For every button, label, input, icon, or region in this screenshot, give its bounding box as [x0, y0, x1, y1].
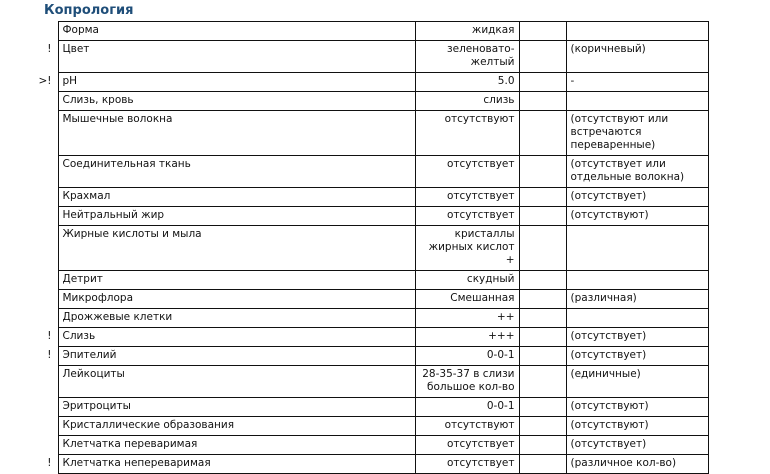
abnormal-flag [0, 417, 58, 436]
result-value: Смешанная [415, 290, 519, 309]
table-row [0, 455, 770, 474]
abnormal-flag: >! [38, 74, 52, 87]
unit-cell [519, 347, 566, 366]
unit-cell [519, 271, 566, 290]
result-value: зеленовато-желтый [415, 41, 519, 73]
reference-range: (отсутствует) [566, 328, 708, 347]
coprology-results-table [0, 21, 770, 474]
unit-cell [519, 188, 566, 207]
unit-cell [519, 156, 566, 188]
abnormal-flag: ! [47, 42, 52, 55]
unit-cell [519, 226, 566, 271]
reference-range: - [566, 73, 708, 92]
parameter-name: Кристаллические образования [58, 417, 415, 436]
reference-range: (отсутствует) [566, 347, 708, 366]
result-value: слизь [415, 92, 519, 111]
reference-range [566, 271, 708, 290]
unit-cell [519, 41, 566, 73]
reference-range: (различная) [566, 290, 708, 309]
table-row [0, 290, 770, 309]
abnormal-flag: ! [47, 329, 52, 342]
unit-cell [519, 92, 566, 111]
abnormal-flag [0, 188, 58, 207]
reference-range: (единичные) [566, 366, 708, 398]
unit-cell [519, 436, 566, 455]
unit-cell [519, 111, 566, 156]
table-row [0, 328, 770, 347]
unit-cell [519, 398, 566, 417]
reference-range [566, 22, 708, 41]
parameter-name: Эпителий [58, 347, 415, 366]
table-row [0, 41, 770, 73]
unit-cell [519, 309, 566, 328]
reference-range: (отсутствуют) [566, 207, 708, 226]
reference-range: (отсутствует или отдельные волокна) [566, 156, 708, 188]
result-value: отсутствует [415, 436, 519, 455]
parameter-name: Микрофлора [58, 290, 415, 309]
result-value: 28-35-37 в слизи большое кол-во [415, 366, 519, 398]
table-row [0, 73, 770, 92]
abnormal-flag [0, 156, 58, 188]
result-value: отсутствует [415, 455, 519, 474]
unit-cell [519, 22, 566, 41]
parameter-name: Слизь [58, 328, 415, 347]
reference-range: (отсутствуют или встречаются переваренные) [566, 111, 708, 156]
reference-range [566, 226, 708, 271]
result-value: отсутствует [415, 207, 519, 226]
abnormal-flag [0, 366, 58, 398]
table-row [0, 271, 770, 290]
reference-range: (отсутствуют) [566, 417, 708, 436]
abnormal-flag [0, 207, 58, 226]
reference-range: (отсутствует) [566, 188, 708, 207]
unit-cell [519, 366, 566, 398]
result-value: отсутствует [415, 188, 519, 207]
section-title: Копрология [44, 3, 134, 18]
reference-range [566, 92, 708, 111]
parameter-name: Эритроциты [58, 398, 415, 417]
unit-cell [519, 73, 566, 92]
abnormal-flag [0, 226, 58, 271]
result-value: отсутствует [415, 156, 519, 188]
table-row [0, 417, 770, 436]
table-row [0, 156, 770, 188]
parameter-name: Форма [58, 22, 415, 41]
reference-range: (различное кол-во) [566, 455, 708, 474]
result-value: 0-0-1 [415, 347, 519, 366]
table-row [0, 347, 770, 366]
table-row [0, 188, 770, 207]
abnormal-flag: ! [47, 348, 52, 361]
table-row [0, 398, 770, 417]
unit-cell [519, 207, 566, 226]
unit-cell [519, 455, 566, 474]
reference-range [566, 309, 708, 328]
result-value: +++ [415, 328, 519, 347]
table-row [0, 366, 770, 398]
table-row [0, 92, 770, 111]
parameter-name: Цвет [58, 41, 415, 73]
table-row [0, 111, 770, 156]
result-value: отсутствуют [415, 111, 519, 156]
table-row [0, 226, 770, 271]
unit-cell [519, 328, 566, 347]
abnormal-flag [0, 309, 58, 328]
result-value: ++ [415, 309, 519, 328]
unit-cell [519, 290, 566, 309]
result-value: кристаллы жирных кислот + [415, 226, 519, 271]
parameter-name: Крахмал [58, 188, 415, 207]
parameter-name: Лейкоциты [58, 366, 415, 398]
parameter-name: Соединительная ткань [58, 156, 415, 188]
reference-range: (отсутствует) [566, 436, 708, 455]
abnormal-flag [0, 271, 58, 290]
table-row [0, 436, 770, 455]
abnormal-flag [0, 436, 58, 455]
reference-range: (коричневый) [566, 41, 708, 73]
result-value: отсутствуют [415, 417, 519, 436]
parameter-name: Клетчатка непереваримая [58, 455, 415, 474]
result-value: 0-0-1 [415, 398, 519, 417]
parameter-name: Слизь, кровь [58, 92, 415, 111]
result-value: 5.0 [415, 73, 519, 92]
parameter-name: Нейтральный жир [58, 207, 415, 226]
table-row [0, 207, 770, 226]
abnormal-flag: ! [47, 456, 52, 469]
table-row [0, 309, 770, 328]
result-value: скудный [415, 271, 519, 290]
result-value: жидкая [415, 22, 519, 41]
results-body [0, 22, 770, 474]
parameter-name: Клетчатка переваримая [58, 436, 415, 455]
unit-cell [519, 417, 566, 436]
parameter-name: Детрит [58, 271, 415, 290]
parameter-name: Жирные кислоты и мыла [58, 226, 415, 271]
abnormal-flag [0, 290, 58, 309]
abnormal-flag [0, 111, 58, 156]
table-row [0, 22, 770, 41]
parameter-name: Дрожжевые клетки [58, 309, 415, 328]
abnormal-flag [0, 22, 58, 41]
parameter-name: Мышечные волокна [58, 111, 415, 156]
abnormal-flag [0, 398, 58, 417]
parameter-name: pH [58, 73, 415, 92]
abnormal-flag [0, 92, 58, 111]
reference-range: (отсутствуют) [566, 398, 708, 417]
